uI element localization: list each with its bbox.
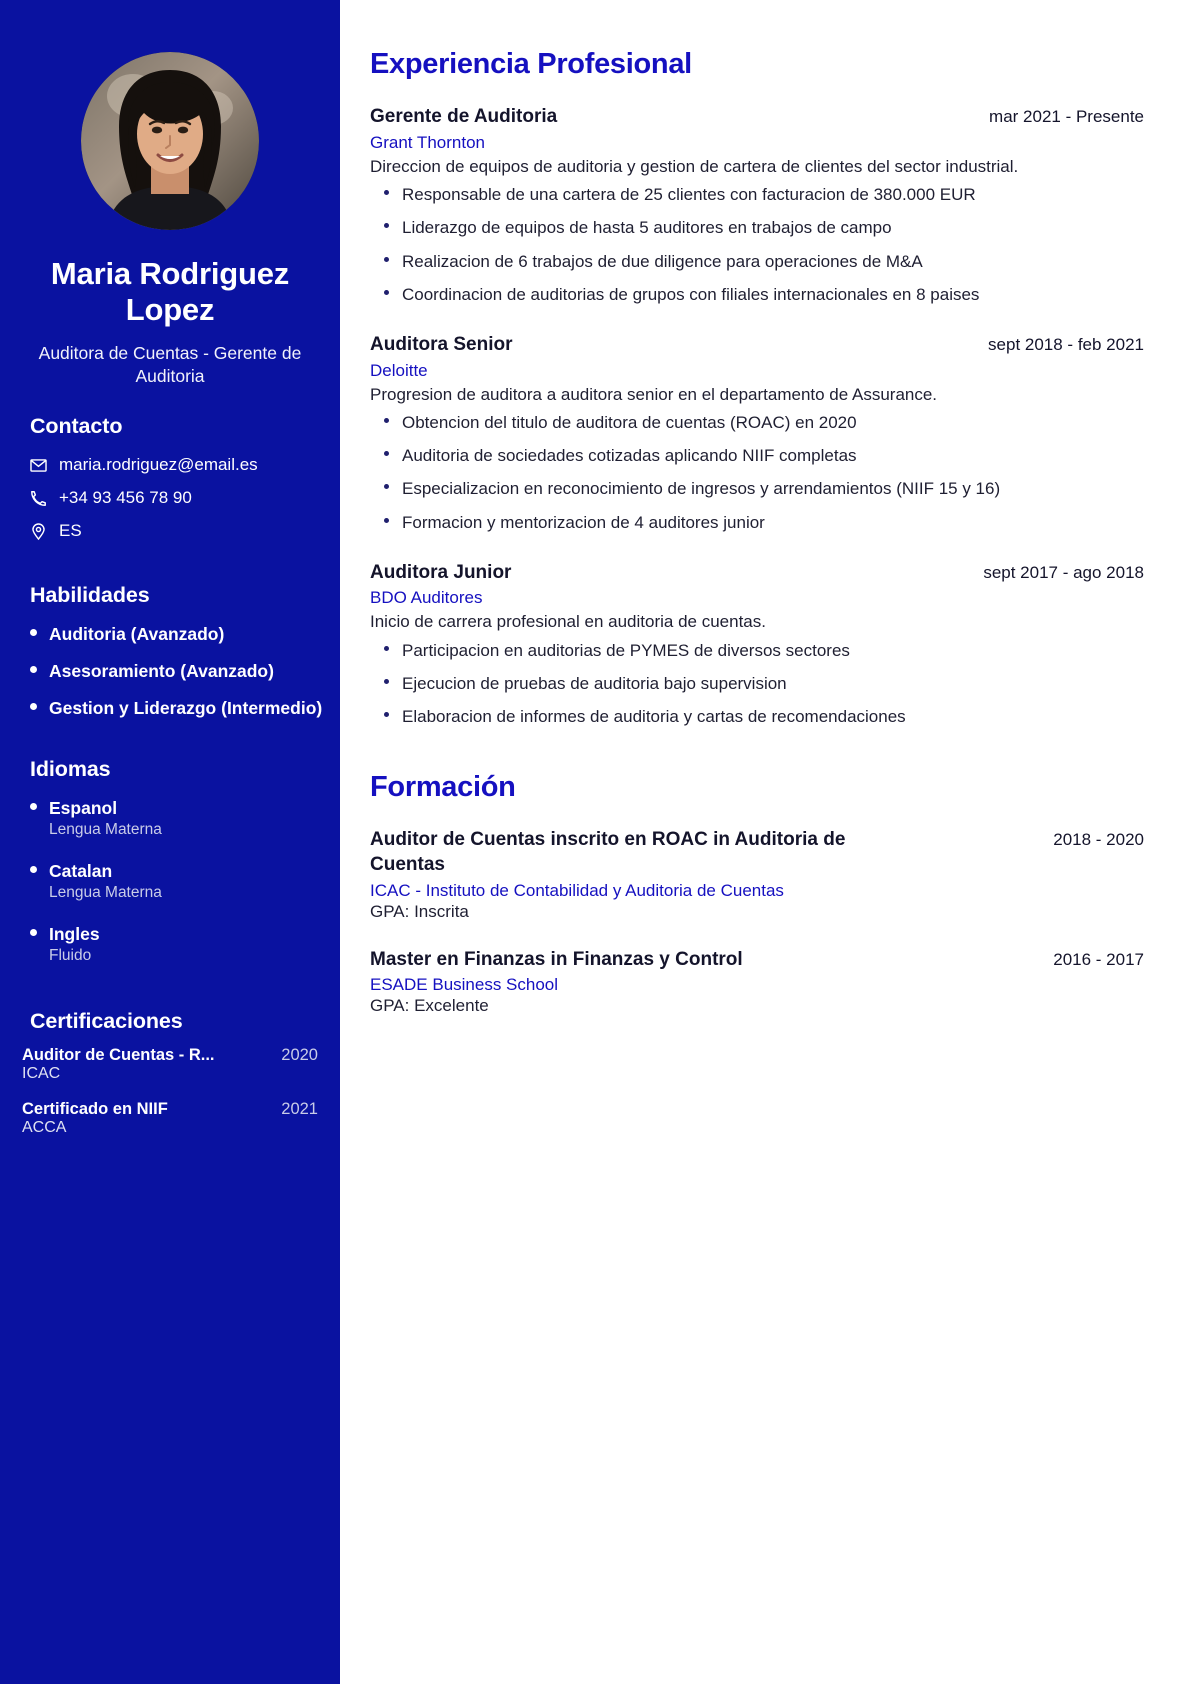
education-gpa: GPA: Inscrita	[370, 901, 469, 921]
experience-entry	[370, 561, 1144, 730]
certification-year: 2020	[281, 1046, 318, 1065]
sidebar	[0, 0, 340, 1684]
bullet-item	[370, 411, 1144, 435]
language-level: Lengua Materna	[49, 821, 162, 839]
language-level: Fluido	[49, 947, 92, 965]
bullet-dot-icon	[30, 929, 37, 936]
experience-title: Auditora Senior	[370, 333, 513, 355]
avatar-container	[22, 52, 318, 230]
bullet-text: Participacion en auditorias de PYMES de diversos sectores	[402, 640, 850, 660]
certification-year: 2021	[281, 1100, 318, 1119]
bullet-dot-icon	[30, 666, 37, 673]
language-name-row	[30, 924, 318, 945]
language-name-row	[30, 861, 318, 882]
experience-company: Deloitte	[370, 360, 428, 380]
certification-name: Certificado en NIIF	[22, 1100, 168, 1119]
skill-label: Auditoria (Avanzado)	[49, 624, 225, 645]
bullet-text: Realizacion de 6 trabajos de due diligence para operaciones de M&A	[402, 251, 923, 271]
certification-item	[22, 1100, 318, 1137]
certification-top-row	[22, 1046, 318, 1065]
bullet-item	[370, 216, 1144, 240]
experience-entry-head	[370, 105, 1144, 130]
education-entry-head	[370, 828, 1144, 877]
certification-top-row	[22, 1100, 318, 1119]
experience-description: Inicio de carrera profesional en auditoria de cuentas.	[370, 612, 766, 632]
certification-issuer: ACCA	[22, 1119, 67, 1137]
experience-entry-head	[370, 561, 1144, 586]
contact-phone-value: +34 93 456 78 90	[59, 488, 192, 508]
experience-date: sept 2018 - feb 2021	[988, 334, 1144, 354]
contact-list	[22, 455, 318, 541]
contact-heading: Contacto	[30, 414, 123, 439]
skills-heading: Habilidades	[30, 583, 150, 608]
main-content	[340, 0, 1190, 1684]
certifications-heading: Certificaciones	[30, 1009, 183, 1034]
bullet-dot-icon	[30, 629, 37, 636]
education-section-title: Formación	[370, 771, 516, 804]
person-title: Auditora de Cuentas - Gerente de Auditoria	[38, 342, 302, 387]
bullet-text: Liderazgo de equipos de hasta 5 auditores en trabajos de campo	[402, 218, 892, 238]
experience-section-title: Experiencia Profesional	[370, 48, 692, 80]
skill-item	[22, 661, 318, 682]
language-name-row	[30, 798, 318, 819]
bullet-text: Auditoria de sociedades cotizadas aplicando NIIF completas	[402, 446, 857, 466]
phone-icon	[28, 488, 48, 508]
experience-bullets	[370, 411, 1144, 535]
education-institution: ICAC - Instituto de Contabilidad y Auditoria de Cuentas	[370, 880, 784, 900]
languages-list	[22, 798, 318, 965]
experience-company: BDO Auditores	[370, 588, 483, 608]
contact-location-value: ES	[59, 521, 82, 541]
bullet-item	[370, 705, 1144, 729]
person-name: Maria Rodriguez Lopez	[50, 256, 290, 327]
language-item	[22, 798, 318, 839]
bullet-dot-icon	[30, 703, 37, 710]
education-entry	[370, 948, 1144, 1017]
bullet-text: Responsable de una cartera de 25 clientes con facturacion de 380.000 EUR	[402, 185, 976, 205]
bullet-item	[370, 283, 1144, 307]
bullet-item	[370, 511, 1144, 535]
experience-description: Direccion de equipos de auditoria y gestion de cartera de clientes del sector industrial.	[370, 156, 1019, 176]
bullet-item	[370, 183, 1144, 207]
bullet-item	[370, 639, 1144, 663]
languages-heading: Idiomas	[30, 757, 111, 782]
experience-date: mar 2021 - Presente	[989, 107, 1144, 126]
experience-title: Auditora Junior	[370, 561, 512, 583]
experience-description: Progresion de auditora a auditora senior en el departamento de Assurance.	[370, 384, 938, 404]
bullet-item	[370, 672, 1144, 696]
experience-company: Grant Thornton	[370, 132, 485, 152]
bullet-text: Obtencion del titulo de auditora de cuentas (ROAC) en 2020	[402, 413, 857, 433]
bullet-item	[370, 477, 1144, 501]
skill-item	[22, 624, 318, 645]
language-level: Lengua Materna	[49, 884, 162, 902]
education-title: Master en Finanzas in Finanzas y Control	[370, 948, 743, 970]
envelope-icon	[28, 455, 48, 475]
bullet-text: Elaboracion de informes de auditoria y cartas de recomendaciones	[402, 707, 906, 727]
experience-bullets	[370, 183, 1144, 307]
experience-title: Gerente de Auditoria	[370, 106, 558, 127]
bullet-dot-icon	[30, 803, 37, 810]
skill-label: Asesoramiento (Avanzado)	[49, 661, 274, 682]
education-entry	[370, 828, 1144, 921]
certification-issuer: ICAC	[22, 1065, 61, 1083]
contact-location[interactable]	[22, 521, 318, 541]
language-item	[22, 861, 318, 902]
bullet-text: Ejecucion de pruebas de auditoria bajo supervision	[402, 674, 787, 694]
language-name: Catalan	[49, 861, 113, 882]
experience-entry	[370, 105, 1144, 307]
skill-label: Gestion y Liderazgo (Intermedio)	[49, 698, 323, 719]
location-pin-icon	[28, 521, 48, 541]
skill-item	[22, 698, 323, 719]
certifications-list	[22, 1046, 318, 1137]
education-gpa: GPA: Excelente	[370, 996, 489, 1016]
skills-list	[22, 624, 323, 719]
avatar	[81, 52, 259, 230]
education-institution: ESADE Business School	[370, 975, 559, 995]
certification-item	[22, 1046, 318, 1083]
bullet-dot-icon	[30, 866, 37, 873]
education-date: 2016 - 2017	[1053, 949, 1144, 969]
education-title: Auditor de Cuentas inscrito en ROAC in Auditoria de Cuentas	[370, 829, 846, 876]
contact-email-value: maria.rodriguez@email.es	[59, 455, 258, 475]
experience-date: sept 2017 - ago 2018	[983, 562, 1144, 582]
experience-entry	[370, 333, 1144, 535]
contact-email[interactable]	[22, 455, 318, 475]
experience-entry-head	[370, 333, 1144, 358]
bullet-item	[370, 250, 1144, 274]
certification-name: Auditor de Cuentas - R...	[22, 1046, 215, 1065]
language-name: Espanol	[49, 798, 118, 819]
education-entry-head	[370, 948, 1144, 973]
language-item	[22, 924, 318, 965]
language-name: Ingles	[49, 924, 100, 945]
bullet-text: Formacion y mentorizacion de 4 auditores junior	[402, 512, 765, 532]
experience-bullets	[370, 639, 1144, 729]
profile-photo-icon	[81, 52, 259, 230]
bullet-text: Coordinacion de auditorias de grupos con filiales internacionales en 8 paises	[402, 284, 980, 304]
education-date: 2018 - 2020	[1053, 830, 1144, 850]
contact-phone[interactable]	[22, 488, 318, 508]
bullet-text: Especializacion en reconocimiento de ingresos y arrendamientos (NIIF 15 y 16)	[402, 479, 1001, 499]
bullet-item	[370, 444, 1144, 468]
